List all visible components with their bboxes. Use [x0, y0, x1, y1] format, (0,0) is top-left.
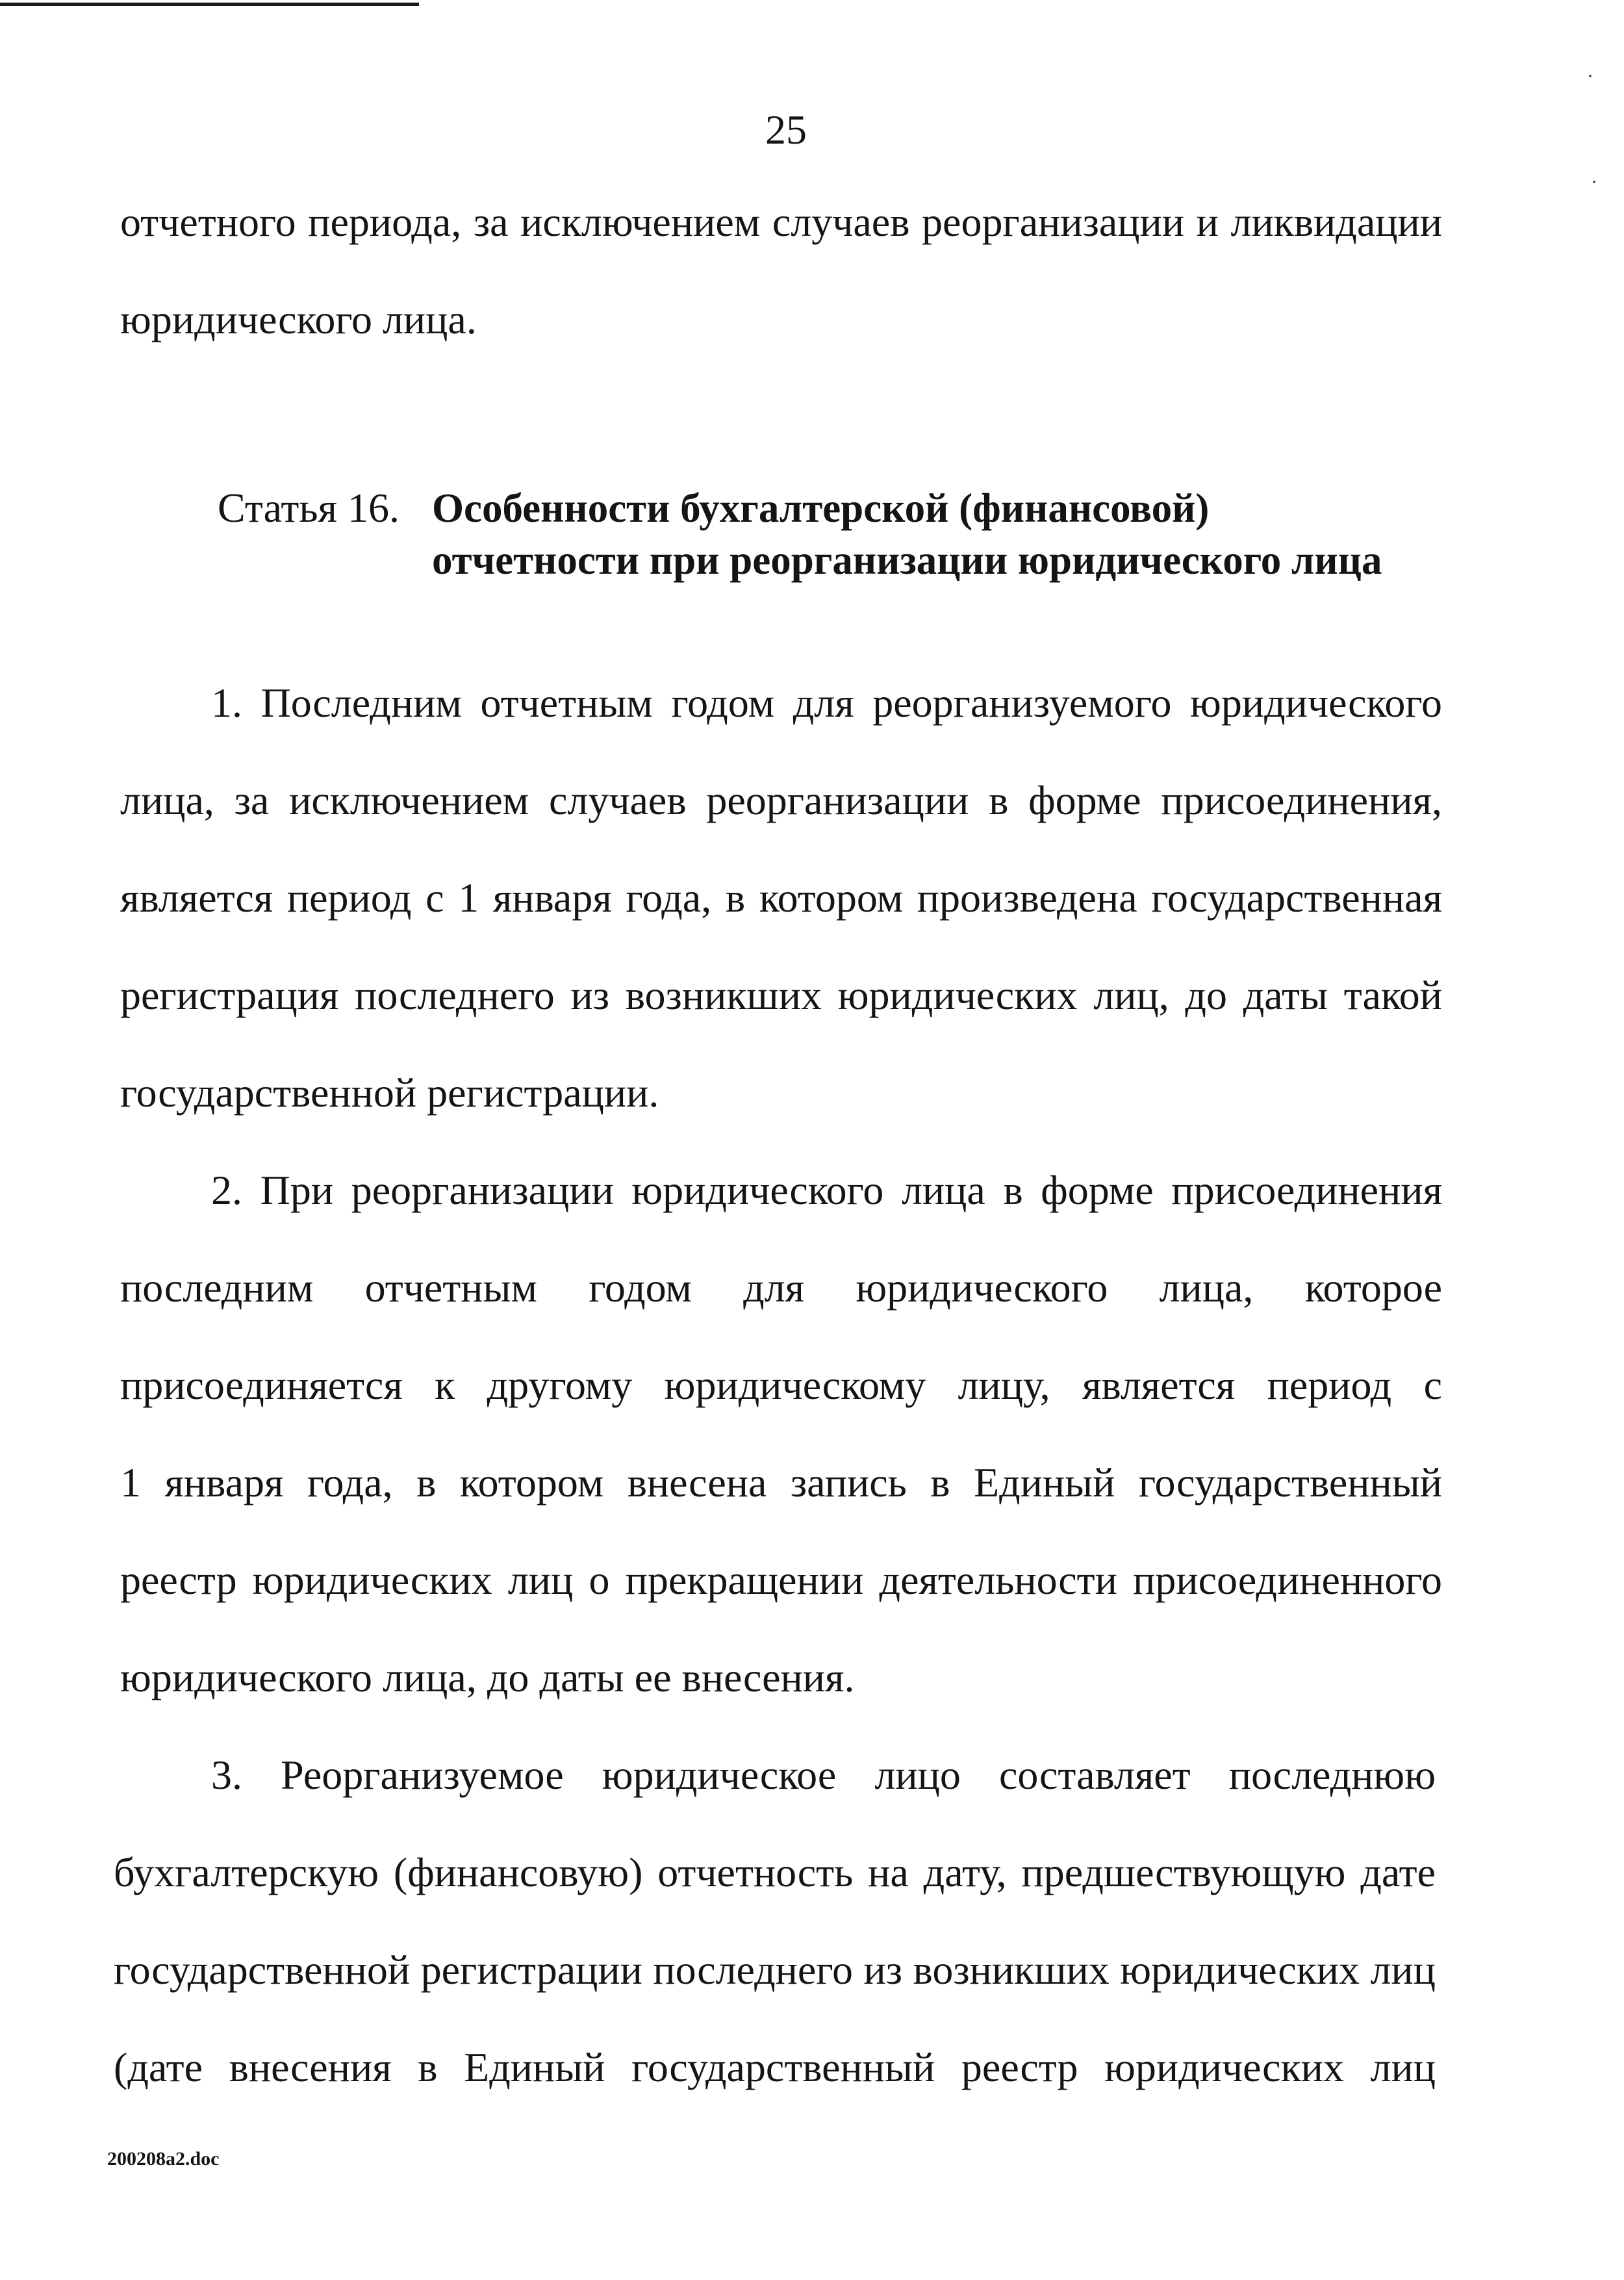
- paragraph-2-line-1: 2. При реорганизации юридического лица в форме присоединения: [211, 1167, 1442, 1213]
- paragraph-3-line-2: бухгалтерскую (финансовую) отчетность на дату, предшествующую дате: [114, 1849, 1436, 1895]
- paragraph-3-line-3: государственной регистрации последнего из возникших юридических лиц: [114, 1947, 1436, 1993]
- paragraph-3-line-4: (дате внесения в Единый государственный реестр юридических лиц: [114, 2044, 1436, 2090]
- article-label: Статья 16.: [218, 485, 400, 531]
- article-title: [432, 482, 1382, 586]
- paragraph-2-line-3: присоединяется к другому юридическому лицу, является период с: [120, 1362, 1442, 1408]
- paragraph-3-line-1: 3. Реорганизуемое юридическое лицо составляет последнюю: [211, 1752, 1436, 1798]
- paragraph-2-line-5: реестр юридических лиц о прекращении деятельности присоединенного: [120, 1557, 1442, 1603]
- paragraph-1-line-3: является период с 1 января года, в котором произведена государственная: [120, 875, 1442, 921]
- intro-line-2: юридического лица.: [120, 296, 477, 342]
- scan-speck: [1593, 181, 1595, 183]
- top-scan-rule: [0, 3, 419, 6]
- article-title-line-1: Особенности бухгалтерской (финансовой): [432, 485, 1210, 531]
- scan-speck: [1589, 75, 1592, 77]
- paragraph-2-line-6: юридического лица, до даты ее внесения.: [120, 1654, 855, 1700]
- paragraph-1-line-5: государственной регистрации.: [120, 1070, 659, 1116]
- paragraph-2-line-4: 1 января года, в котором внесена запись в Единый государственный: [120, 1459, 1442, 1505]
- page-number: 25: [765, 107, 807, 153]
- footer-file-name: 200208a2.doc: [107, 2148, 220, 2170]
- paragraph-1-line-4: регистрация последнего из возникших юридических лиц, до даты такой: [120, 972, 1442, 1018]
- paragraph-1-line-2: лица, за исключением случаев реорганизации в форме присоединения,: [120, 777, 1442, 823]
- paragraph-2-line-2: последним отчетным годом для юридического лица, которое: [120, 1264, 1442, 1311]
- intro-line-1: отчетного периода, за исключением случаев реорганизации и ликвидации: [120, 199, 1442, 245]
- paragraph-1-line-1: 1. Последним отчетным годом для реорганизуемого юридического: [211, 680, 1442, 726]
- article-title-line-2: отчетности при реорганизации юридического лица: [432, 537, 1382, 583]
